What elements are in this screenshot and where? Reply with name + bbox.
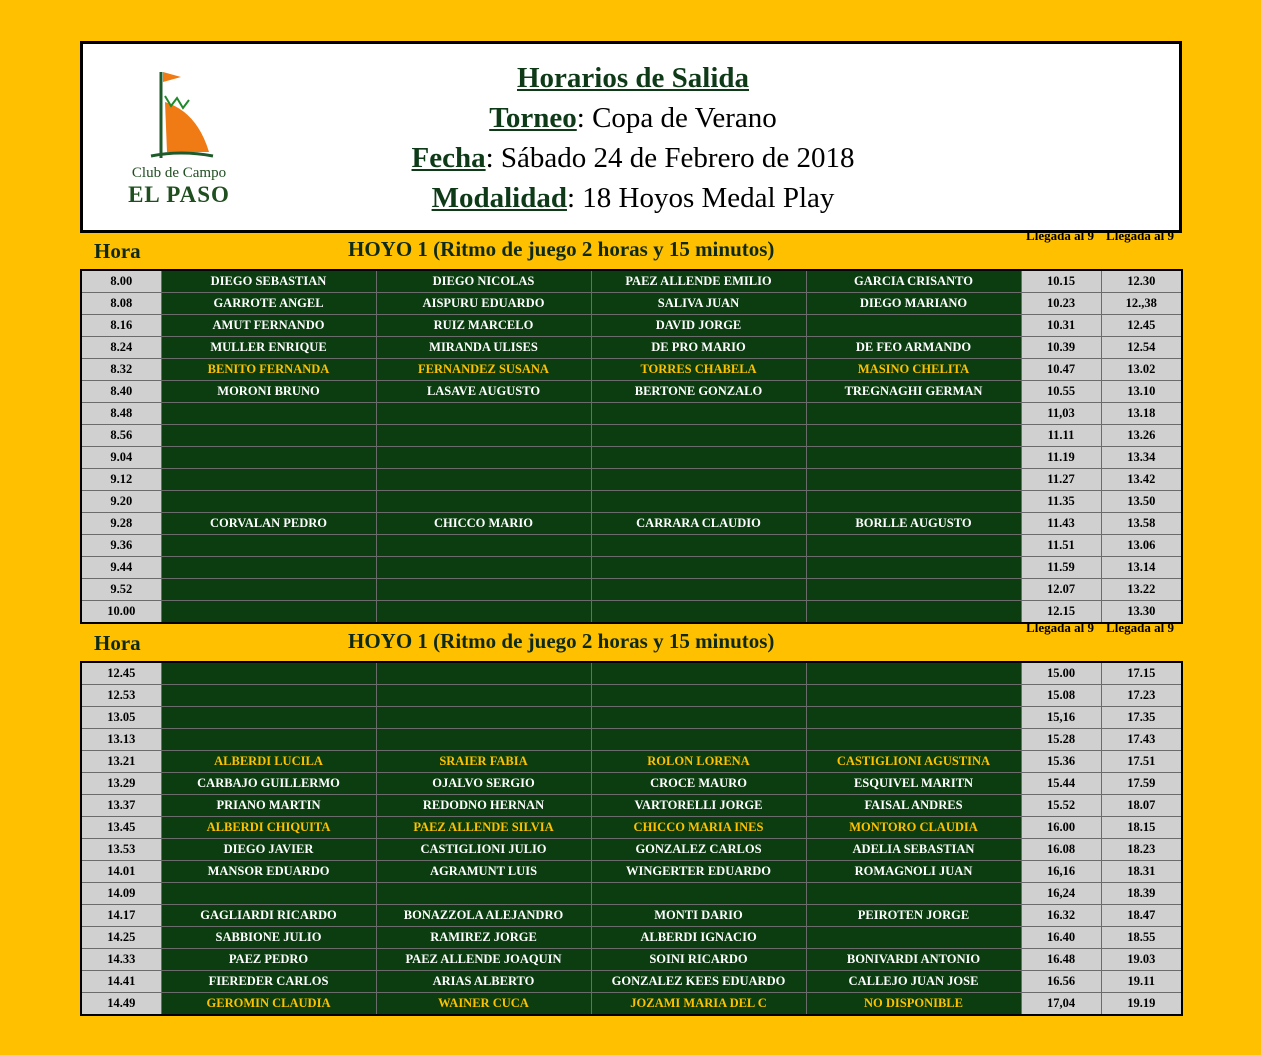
arrival-time-cell-1: 15.00	[1021, 662, 1101, 685]
tee-time-row	[81, 469, 1182, 491]
arrival-time-cell-2: 13.02	[1101, 359, 1182, 381]
arrival-time-cell-1: 16.56	[1021, 971, 1101, 993]
player-cell: ALBERDI IGNACIO	[591, 927, 806, 949]
player-cell	[376, 662, 591, 685]
player-cell: CHICCO MARIA INES	[591, 817, 806, 839]
modalidad-value: 18 Hoyos Medal Play	[582, 182, 835, 214]
arrival-time-cell-2: 13.50	[1101, 491, 1182, 513]
club-logo	[121, 66, 233, 216]
player-cell: BONAZZOLA ALEJANDRO	[376, 905, 591, 927]
arrival-time-cell-1: 15.28	[1021, 729, 1101, 751]
section-title: HOYO 1 (Ritmo de juego 2 horas y 15 minutos)	[348, 237, 775, 261]
tee-time-cell: 14.33	[81, 949, 161, 971]
player-cell: VARTORELLI JORGE	[591, 795, 806, 817]
header-box	[80, 41, 1182, 233]
tee-time-row	[81, 883, 1182, 905]
player-cell	[376, 579, 591, 601]
tee-time-cell: 8.00	[81, 270, 161, 293]
player-cell	[376, 447, 591, 469]
arrival-time-cell-1: 11,03	[1021, 403, 1101, 425]
player-cell: PAEZ ALLENDE EMILIO	[591, 270, 806, 293]
player-cell	[806, 557, 1021, 579]
arrival-header-2: Llegada al 9	[1106, 620, 1174, 635]
tee-time-row	[81, 513, 1182, 535]
player-cell	[376, 491, 591, 513]
tee-time-row	[81, 662, 1182, 685]
player-cell	[591, 579, 806, 601]
arrival-time-cell-2: 17.43	[1101, 729, 1182, 751]
tee-time-row	[81, 707, 1182, 729]
tee-time-row	[81, 971, 1182, 993]
player-cell: ALBERDI LUCILA	[161, 751, 376, 773]
modalidad-label: Modalidad	[431, 182, 567, 214]
tee-time-row	[81, 795, 1182, 817]
player-cell: NO DISPONIBLE	[806, 993, 1021, 1016]
arrival-time-cell-1: 11.27	[1021, 469, 1101, 491]
player-cell	[161, 469, 376, 491]
hora-label: Hora	[94, 239, 141, 263]
arrival-time-cell-2: 13.34	[1101, 447, 1182, 469]
schedule-table-1	[80, 269, 1183, 624]
player-cell	[161, 685, 376, 707]
player-cell: CHICCO MARIO	[376, 513, 591, 535]
player-cell	[161, 729, 376, 751]
player-cell	[376, 469, 591, 491]
arrival-time-cell-2: 18.07	[1101, 795, 1182, 817]
player-cell: GAGLIARDI RICARDO	[161, 905, 376, 927]
player-cell: FAISAL ANDRES	[806, 795, 1021, 817]
arrival-time-cell-1: 12.15	[1021, 601, 1101, 624]
arrival-time-cell-1: 16,16	[1021, 861, 1101, 883]
arrival-time-cell-1: 10.39	[1021, 337, 1101, 359]
player-cell: CROCE MAURO	[591, 773, 806, 795]
player-cell	[591, 601, 806, 624]
player-cell: CARBAJO GUILLERMO	[161, 773, 376, 795]
player-cell	[161, 579, 376, 601]
tee-time-row	[81, 861, 1182, 883]
arrival-time-cell-2: 13.18	[1101, 403, 1182, 425]
arrival-time-cell-1: 10.31	[1021, 315, 1101, 337]
player-cell: SRAIER FABIA	[376, 751, 591, 773]
player-cell: CASTIGLIONI AGUSTINA	[806, 751, 1021, 773]
arrival-time-cell-1: 15.08	[1021, 685, 1101, 707]
fecha-label: Fecha	[411, 142, 486, 174]
tee-time-row	[81, 337, 1182, 359]
player-cell: PAEZ PEDRO	[161, 949, 376, 971]
arrival-time-cell-2: 13.10	[1101, 381, 1182, 403]
player-cell	[806, 729, 1021, 751]
player-cell: WAINER CUCA	[376, 993, 591, 1016]
arrival-time-cell-1: 17,04	[1021, 993, 1101, 1016]
arrival-time-cell-2: 12.45	[1101, 315, 1182, 337]
arrival-header-2: Llegada al 9	[1106, 228, 1174, 243]
player-cell: DAVID JORGE	[591, 315, 806, 337]
player-cell	[376, 601, 591, 624]
arrival-time-cell-2: 13.26	[1101, 425, 1182, 447]
player-cell	[591, 425, 806, 447]
tee-time-row	[81, 773, 1182, 795]
arrival-time-cell-2: 13.42	[1101, 469, 1182, 491]
player-cell: PAEZ ALLENDE SILVIA	[376, 817, 591, 839]
tee-time-cell: 13.53	[81, 839, 161, 861]
player-cell: BERTONE GONZALO	[591, 381, 806, 403]
tee-time-cell: 9.36	[81, 535, 161, 557]
player-cell	[376, 729, 591, 751]
player-cell: ALBERDI CHIQUITA	[161, 817, 376, 839]
section-2-header	[80, 620, 1181, 661]
player-cell: BORLLE AUGUSTO	[806, 513, 1021, 535]
arrival-time-cell-2: 17.51	[1101, 751, 1182, 773]
player-cell	[161, 425, 376, 447]
tee-time-cell: 13.13	[81, 729, 161, 751]
tee-time-row	[81, 993, 1182, 1016]
tee-time-cell: 14.41	[81, 971, 161, 993]
player-cell: SOINI RICARDO	[591, 949, 806, 971]
tee-time-row	[81, 905, 1182, 927]
player-cell	[806, 579, 1021, 601]
player-cell	[161, 491, 376, 513]
player-cell: LASAVE AUGUSTO	[376, 381, 591, 403]
player-cell: MIRANDA ULISES	[376, 337, 591, 359]
arrival-time-cell-1: 15,16	[1021, 707, 1101, 729]
player-cell: BENITO FERNANDA	[161, 359, 376, 381]
player-cell: GARCIA CRISANTO	[806, 270, 1021, 293]
player-cell	[161, 883, 376, 905]
player-cell	[161, 662, 376, 685]
player-cell: ESQUIVEL MARITN	[806, 773, 1021, 795]
tee-time-cell: 13.05	[81, 707, 161, 729]
tee-time-row	[81, 579, 1182, 601]
player-cell	[161, 601, 376, 624]
tee-time-cell: 14.25	[81, 927, 161, 949]
player-cell: AISPURU EDUARDO	[376, 293, 591, 315]
tee-time-cell: 12.45	[81, 662, 161, 685]
player-cell: RAMIREZ JORGE	[376, 927, 591, 949]
arrival-time-cell-1: 16.40	[1021, 927, 1101, 949]
player-cell: OJALVO SERGIO	[376, 773, 591, 795]
tee-time-row	[81, 270, 1182, 293]
player-cell	[591, 729, 806, 751]
arrival-time-cell-2: 18.15	[1101, 817, 1182, 839]
player-cell: RUIZ MARCELO	[376, 315, 591, 337]
tee-time-row	[81, 425, 1182, 447]
arrival-time-cell-2: 18.39	[1101, 883, 1182, 905]
arrival-header-1: Llegada al 9	[1026, 228, 1094, 243]
player-cell: FIEREDER CARLOS	[161, 971, 376, 993]
player-cell	[591, 403, 806, 425]
tee-time-cell: 9.28	[81, 513, 161, 535]
header-text-block	[283, 58, 983, 218]
arrival-time-cell-2: 13.22	[1101, 579, 1182, 601]
player-cell: TORRES CHABELA	[591, 359, 806, 381]
player-cell: JOZAMI MARIA DEL C	[591, 993, 806, 1016]
player-cell	[161, 557, 376, 579]
player-cell: DIEGO JAVIER	[161, 839, 376, 861]
arrival-time-cell-2: 13.14	[1101, 557, 1182, 579]
tee-time-row	[81, 315, 1182, 337]
arrival-time-cell-2: 17.23	[1101, 685, 1182, 707]
section-title: HOYO 1 (Ritmo de juego 2 horas y 15 minutos)	[348, 629, 775, 653]
player-cell: AGRAMUNT LUIS	[376, 861, 591, 883]
tee-time-cell: 12.53	[81, 685, 161, 707]
tee-time-cell: 14.17	[81, 905, 161, 927]
player-cell: TREGNAGHI GERMAN	[806, 381, 1021, 403]
player-cell	[591, 469, 806, 491]
arrival-time-cell-2: 13.58	[1101, 513, 1182, 535]
tee-time-row	[81, 359, 1182, 381]
player-cell: ARIAS ALBERTO	[376, 971, 591, 993]
player-cell	[376, 883, 591, 905]
arrival-time-cell-1: 10.15	[1021, 270, 1101, 293]
player-cell	[376, 685, 591, 707]
player-cell: PRIANO MARTIN	[161, 795, 376, 817]
arrival-time-cell-1: 11.11	[1021, 425, 1101, 447]
arrival-time-cell-2: 19.11	[1101, 971, 1182, 993]
fecha-line: Fecha: Sábado 24 de Febrero de 2018	[411, 142, 855, 174]
torneo-line: Torneo: Copa de Verano	[489, 102, 777, 134]
arrival-time-cell-1: 16.48	[1021, 949, 1101, 971]
fecha-value: Sábado 24 de Febrero de 2018	[500, 142, 855, 174]
tee-time-cell: 8.24	[81, 337, 161, 359]
tee-time-cell: 8.16	[81, 315, 161, 337]
player-cell	[591, 685, 806, 707]
page-title: Horarios de Salida	[516, 62, 749, 94]
tee-time-row	[81, 557, 1182, 579]
arrival-time-cell-1: 15.44	[1021, 773, 1101, 795]
logo-club-text: Club de Campo	[131, 165, 227, 181]
arrival-time-cell-1: 15.36	[1021, 751, 1101, 773]
arrival-time-cell-2: 13.06	[1101, 535, 1182, 557]
player-cell: MULLER ENRIQUE	[161, 337, 376, 359]
arrival-time-cell-2: 18.31	[1101, 861, 1182, 883]
tee-time-cell: 13.45	[81, 817, 161, 839]
player-cell	[806, 469, 1021, 491]
tee-time-row	[81, 491, 1182, 513]
schedule-table-2	[80, 661, 1183, 1016]
player-cell	[591, 535, 806, 557]
arrival-time-cell-1: 12.07	[1021, 579, 1101, 601]
tee-time-cell: 9.44	[81, 557, 161, 579]
arrival-time-cell-1: 11.35	[1021, 491, 1101, 513]
tee-time-row	[81, 293, 1182, 315]
tee-time-row	[81, 949, 1182, 971]
player-cell	[161, 447, 376, 469]
arrival-time-cell-1: 11.59	[1021, 557, 1101, 579]
arrival-time-cell-2: 12.,38	[1101, 293, 1182, 315]
golf-flag-sail-icon	[121, 66, 233, 166]
modalidad-line: Modalidad: 18 Hoyos Medal Play	[431, 182, 835, 214]
player-cell: DE PRO MARIO	[591, 337, 806, 359]
tee-time-cell: 8.32	[81, 359, 161, 381]
arrival-time-cell-2: 19.03	[1101, 949, 1182, 971]
player-cell	[806, 491, 1021, 513]
torneo-value: Copa de Verano	[592, 102, 777, 134]
tee-time-cell: 8.40	[81, 381, 161, 403]
arrival-header-1: Llegada al 9	[1026, 620, 1094, 635]
tee-time-row	[81, 403, 1182, 425]
arrival-time-cell-1: 15.52	[1021, 795, 1101, 817]
torneo-label: Torneo	[489, 102, 577, 134]
arrival-time-cell-2: 17.59	[1101, 773, 1182, 795]
player-cell	[806, 315, 1021, 337]
player-cell: MASINO CHELITA	[806, 359, 1021, 381]
player-cell: DIEGO MARIANO	[806, 293, 1021, 315]
player-cell	[806, 403, 1021, 425]
arrival-time-cell-2: 18.55	[1101, 927, 1182, 949]
player-cell	[376, 557, 591, 579]
tee-time-cell: 8.56	[81, 425, 161, 447]
player-cell	[591, 883, 806, 905]
player-cell: BONIVARDI ANTONIO	[806, 949, 1021, 971]
tee-time-row	[81, 751, 1182, 773]
player-cell	[806, 883, 1021, 905]
player-cell: CASTIGLIONI JULIO	[376, 839, 591, 861]
player-cell: GONZALEZ CARLOS	[591, 839, 806, 861]
player-cell	[806, 685, 1021, 707]
player-cell	[806, 662, 1021, 685]
tee-time-row	[81, 381, 1182, 403]
player-cell	[806, 601, 1021, 624]
hora-label: Hora	[94, 631, 141, 655]
player-cell	[806, 707, 1021, 729]
player-cell: SABBIONE JULIO	[161, 927, 376, 949]
player-cell	[376, 403, 591, 425]
arrival-time-cell-2: 12.30	[1101, 270, 1182, 293]
arrival-time-cell-1: 16.00	[1021, 817, 1101, 839]
player-cell: ROLON LORENA	[591, 751, 806, 773]
tee-time-cell: 14.09	[81, 883, 161, 905]
arrival-time-cell-1: 10.55	[1021, 381, 1101, 403]
tee-time-cell: 9.52	[81, 579, 161, 601]
arrival-time-cell-2: 12.54	[1101, 337, 1182, 359]
arrival-time-cell-1: 16.32	[1021, 905, 1101, 927]
player-cell: DIEGO NICOLAS	[376, 270, 591, 293]
tee-time-cell: 8.48	[81, 403, 161, 425]
player-cell: AMUT FERNANDO	[161, 315, 376, 337]
arrival-time-cell-2: 17.35	[1101, 707, 1182, 729]
tee-time-cell: 9.12	[81, 469, 161, 491]
tee-time-cell: 14.49	[81, 993, 161, 1016]
tee-time-cell: 14.01	[81, 861, 161, 883]
player-cell	[591, 662, 806, 685]
tee-time-row	[81, 817, 1182, 839]
arrival-time-cell-1: 10.23	[1021, 293, 1101, 315]
player-cell	[591, 447, 806, 469]
tee-time-cell: 9.04	[81, 447, 161, 469]
player-cell	[161, 535, 376, 557]
player-cell	[376, 425, 591, 447]
arrival-time-cell-1: 10.47	[1021, 359, 1101, 381]
player-cell	[376, 707, 591, 729]
player-cell: GONZALEZ KEES EDUARDO	[591, 971, 806, 993]
player-cell: MONTI DARIO	[591, 905, 806, 927]
player-cell: ROMAGNOLI JUAN	[806, 861, 1021, 883]
player-cell: PEIROTEN JORGE	[806, 905, 1021, 927]
player-cell: GEROMIN CLAUDIA	[161, 993, 376, 1016]
arrival-time-cell-2: 13.30	[1101, 601, 1182, 624]
player-cell: DE FEO ARMANDO	[806, 337, 1021, 359]
player-cell	[376, 535, 591, 557]
tee-time-cell: 13.21	[81, 751, 161, 773]
tee-time-cell: 9.20	[81, 491, 161, 513]
tee-time-cell: 13.37	[81, 795, 161, 817]
player-cell: MORONI BRUNO	[161, 381, 376, 403]
player-cell	[806, 425, 1021, 447]
arrival-time-cell-2: 18.47	[1101, 905, 1182, 927]
tee-time-row	[81, 839, 1182, 861]
arrival-time-cell-2: 17.15	[1101, 662, 1182, 685]
player-cell	[806, 927, 1021, 949]
arrival-time-cell-1: 16.08	[1021, 839, 1101, 861]
arrival-time-cell-1: 16,24	[1021, 883, 1101, 905]
arrival-time-cell-2: 18.23	[1101, 839, 1182, 861]
player-cell	[591, 707, 806, 729]
tee-time-row	[81, 729, 1182, 751]
tee-time-row	[81, 535, 1182, 557]
player-cell	[591, 557, 806, 579]
player-cell: ADELIA SEBASTIAN	[806, 839, 1021, 861]
player-cell: CORVALAN PEDRO	[161, 513, 376, 535]
player-cell	[806, 535, 1021, 557]
arrival-time-cell-2: 19.19	[1101, 993, 1182, 1016]
tee-time-cell: 10.00	[81, 601, 161, 624]
tee-time-row	[81, 601, 1182, 624]
player-cell: MANSOR EDUARDO	[161, 861, 376, 883]
arrival-time-cell-1: 11.19	[1021, 447, 1101, 469]
player-cell	[806, 447, 1021, 469]
player-cell: CARRARA CLAUDIO	[591, 513, 806, 535]
player-cell: WINGERTER EDUARDO	[591, 861, 806, 883]
player-cell: PAEZ ALLENDE JOAQUIN	[376, 949, 591, 971]
tee-time-row	[81, 447, 1182, 469]
tee-time-row	[81, 685, 1182, 707]
player-cell: CALLEJO JUAN JOSE	[806, 971, 1021, 993]
tee-time-row	[81, 927, 1182, 949]
player-cell: FERNANDEZ SUSANA	[376, 359, 591, 381]
player-cell: REDODNO HERNAN	[376, 795, 591, 817]
player-cell: DIEGO SEBASTIAN	[161, 270, 376, 293]
player-cell: MONTORO CLAUDIA	[806, 817, 1021, 839]
player-cell: SALIVA JUAN	[591, 293, 806, 315]
player-cell	[161, 707, 376, 729]
player-cell	[591, 491, 806, 513]
arrival-time-cell-1: 11.43	[1021, 513, 1101, 535]
logo-club-name: EL PASO	[128, 182, 230, 207]
tee-time-cell: 8.08	[81, 293, 161, 315]
tee-time-cell: 13.29	[81, 773, 161, 795]
player-cell: GARROTE ANGEL	[161, 293, 376, 315]
section-1-header	[80, 228, 1181, 269]
player-cell	[161, 403, 376, 425]
arrival-time-cell-1: 11.51	[1021, 535, 1101, 557]
